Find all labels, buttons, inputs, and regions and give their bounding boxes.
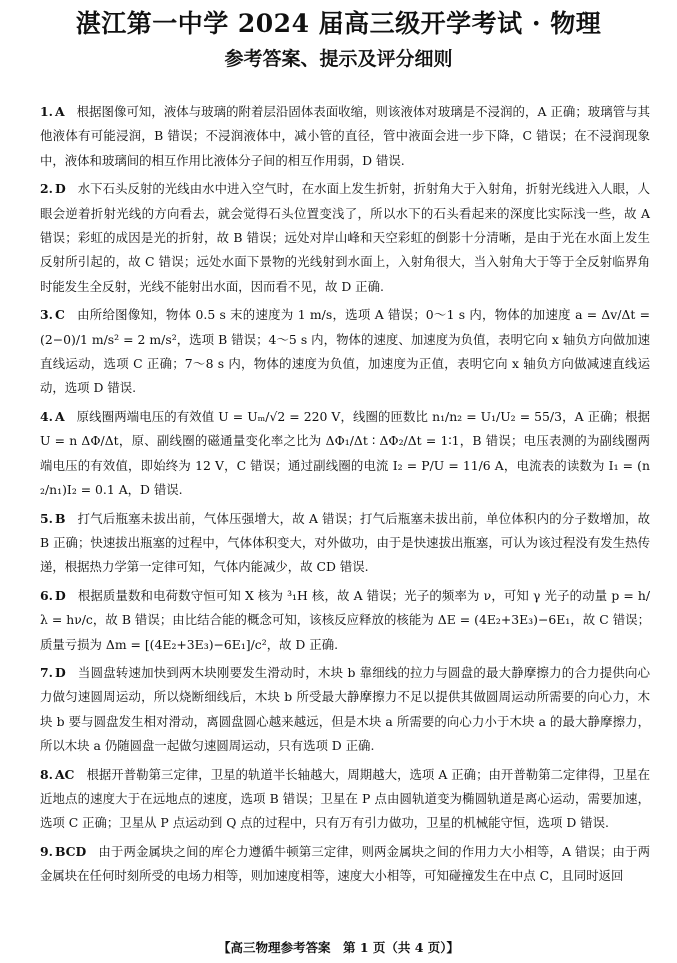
answer-choice: A xyxy=(54,408,65,424)
answer-choice: B xyxy=(54,510,66,526)
answer-explanation: 当圆盘转速加快到两木块刚要发生滑动时，木块 b 靠细线的拉力与圆盘的最大静摩擦力的合力提供向心力做匀速圆周运动，所以烧断细线后，木块 b 所受最大静摩擦力不足以提供其做圆周运动所需要的向心力，木块 b 要与圆盘发生相对滑动，离圆盘圆心越来越远，但是木块 a 所需要的向心力小于木块 a 的最大静摩擦力，所以木块 a 仍随圆盘一起做匀速圆周运动，只有选项 D 正确. xyxy=(40,664,650,754)
question-number: 2. xyxy=(40,181,53,197)
question-number: 8. xyxy=(40,766,53,782)
answer-item xyxy=(40,840,650,889)
page-title: 湛江第一中学 2024 届高三级开学考试 · 物理 xyxy=(75,9,602,38)
answer-explanation: 水下石头反射的光线由水中进入空气时，在水面上发生折射，折射角大于入射角，折射光线进入人眼，人眼会逆着折射光线的方向看去，就会觉得石头位置变浅了，所以水下的石头看起来的深度比实际浅一些，故 A 错误；彩虹的成因是光的折射，故 B 错误；远处对岸山峰和天空彩虹的倒影十分清晰，是由于光在水面上发生反射所引起的，故 C 错误；远处水面下景物的光线射到水面上，入射角很大，当入射角大于等于全反射临界角时能发生全反射，光线不能射出水面，因而看不见，故 D 正确. xyxy=(40,181,650,294)
answer-item xyxy=(40,303,650,401)
question-number: 1. xyxy=(40,104,53,119)
question-number: 6. xyxy=(40,587,53,603)
answer-item xyxy=(40,584,650,657)
answer-choice: BCD xyxy=(54,843,87,859)
answer-item xyxy=(40,100,650,173)
question-number: 5. xyxy=(40,510,53,526)
answer-item xyxy=(40,507,650,580)
answer-choice: D xyxy=(54,181,66,197)
answer-choice: C xyxy=(54,307,65,323)
answer-choice: A xyxy=(54,104,65,119)
answer-explanation: 原线圈两端电压的有效值 U = Uₘ/√2 = 220 V，线圈的匝数比 n₁/n₂ = U₁/U₂ = 55/3，A 正确；根据 U = n ΔΦ/Δt，原、副线圈的磁通量变化率之比为 ΔΦ₁/Δt ∶ ΔΦ₂/Δt = 1∶1，B 错误；电压表测的为副线圈两端电压的有效值，即始终为 12 V，C 错误；通过副线圈的电流 I₂ = P/U = 11/6 A，电流表的读数为 I₁ = (n₂/n₁)I₂ = 0.1 A，D 错误. xyxy=(40,408,650,498)
answer-explanation: 打气后瓶塞未拔出前，气体压强增大，故 A 错误；打气后瓶塞未拔出前，单位体积内的分子数增加，故 B 正确；快速拔出瓶塞的过程中，气体体积变大，对外做功，由于是快速拔出瓶塞，可认为该过程没有发生热传递，根据热力学第一定律可知，气体内能减少，故 CD 错误. xyxy=(40,510,650,575)
answer-choice: D xyxy=(54,664,66,680)
answer-explanation: 根据图像可知，液体与玻璃的附着层沿固体表面收缩，则该液体对玻璃是不浸润的，A 正确；玻璃管与其他液体有可能浸润，B 错误；不浸润液体中，减小管的直径，管中液面会进一步下降，C 错误；在不浸润现象中，液体和玻璃间的相互作用比液体分子间的相互作用弱，D 错误. xyxy=(40,104,650,168)
answer-list xyxy=(40,100,650,893)
answer-item xyxy=(40,405,650,503)
question-number: 9. xyxy=(40,843,53,859)
page-subtitle: 参考答案、提示及评分细则 xyxy=(224,48,453,70)
page-footer: 【高三物理参考答案 第 1 页（共 4 页）】 xyxy=(217,940,460,955)
answer-item xyxy=(40,661,650,759)
answer-explanation: 由于两金属块之间的库仑力遵循牛顿第三定律，则两金属块之间的作用力大小相等，A 错误；由于两金属块在任何时刻所受的电场力相等，则加速度相等，速度大小相等，可知碰撞发生在中点 C，且同时返回 xyxy=(40,843,650,884)
answer-explanation: 根据开普勒第三定律，卫星的轨道半长轴越大，周期越大，选项 A 正确；由开普勒第二定律得，卫星在近地点的速度大于在远地点的速度，选项 B 错误；卫星在 P 点由圆轨道变为椭圆轨道是离心运动，需要加速，选项 C 正确；卫星从 P 点运动到 Q 点的过程中，只有万有引力做功，卫星的机械能守恒，选项 D 错误. xyxy=(40,766,650,831)
answer-choice: AC xyxy=(54,766,75,782)
answer-choice: D xyxy=(54,587,66,603)
answer-item xyxy=(40,177,650,299)
question-number: 3. xyxy=(40,307,53,323)
answer-item xyxy=(40,763,650,836)
question-number: 4. xyxy=(40,408,53,424)
answer-explanation: 由所给图像知，物体 0.5 s 末的速度为 1 m/s，选项 A 错误；0～1 s 内，物体的加速度 a = Δv/Δt = (2−0)/1 m/s² = 2 m/s²，选项 B 错误；4～5 s 内，物体的速度、加速度为负值，表明它向 x 轴负方向做加速直线运动，选项 C 正确；7～8 s 内，物体的速度为负值，加速度为正值，表明它向 x 轴负方向做减速直线运动，选项 D 错误. xyxy=(40,307,650,396)
answer-explanation: 根据质量数和电荷数守恒可知 X 核为 ³₁H 核，故 A 错误；光子的频率为 ν，可知 γ 光子的动量 p = h/λ = hν/c，故 B 错误；由比结合能的概念可知，该核反应释放的核能为 ΔE = (4E₂+3E₃)−6E₁，故 C 错误；质量亏损为 Δm = [(4E₂+3E₃)−6E₁]/c²，故 D 正确. xyxy=(40,587,650,652)
question-number: 7. xyxy=(40,664,53,680)
